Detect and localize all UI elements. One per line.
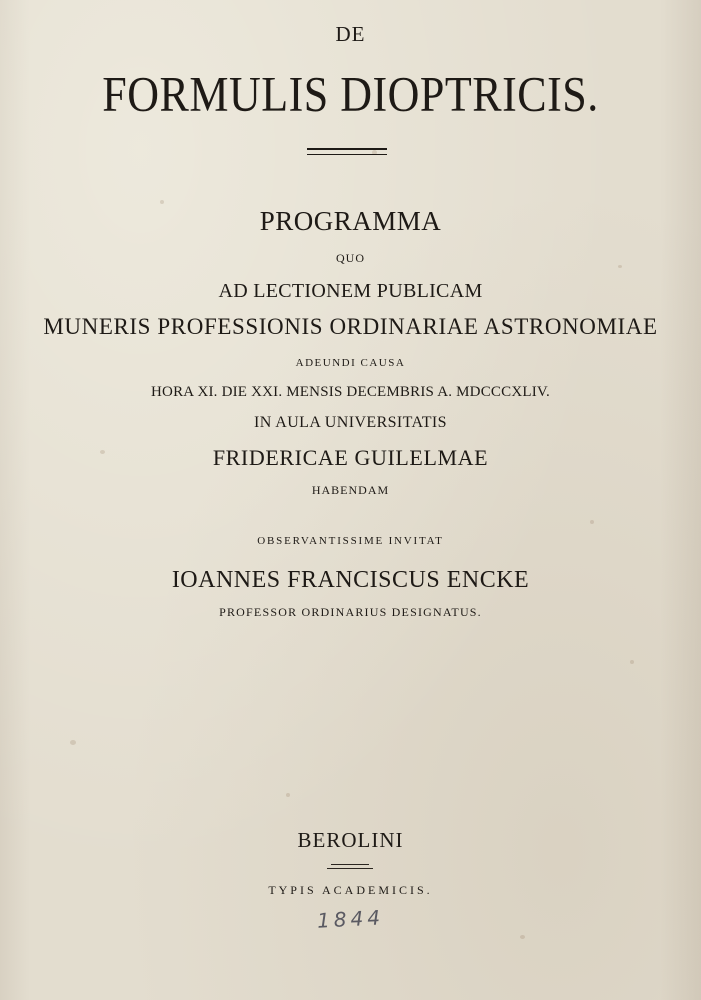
university-name: FRIDERICAE GUILELMAE <box>212 445 489 470</box>
foxing-spot <box>520 935 525 939</box>
author-title: PROFESSOR ORDINARIUS DESIGNATUS. <box>219 605 482 619</box>
habendam-text: HABENDAM <box>311 483 390 497</box>
foxing-spot <box>630 660 634 664</box>
programma-heading: PROGRAMMA <box>259 206 442 236</box>
main-title: FORMULIS DIOPTRICIS. <box>102 66 599 122</box>
foxing-spot <box>160 200 164 204</box>
pre-title: DE <box>335 22 366 46</box>
adeundi-text: ADEUNDI CAUSA <box>295 357 406 369</box>
author-name: IOANNES FRANCISCUS ENCKE <box>171 567 530 593</box>
handwritten-year: 1844 <box>316 905 385 933</box>
foxing-spot <box>70 740 76 745</box>
imprint-divider <box>331 864 369 865</box>
invitation-text: OBSERVANTISSIME INVITAT <box>257 535 444 547</box>
muneris-text: MUNERIS PROFESSIONIS ORDINARIAE ASTRONOMIAE <box>43 314 658 339</box>
date-text: HORA XI. DIE XXI. MENSIS DECEMBRIS A. MDCCCXLIV. <box>151 384 550 400</box>
title-divider <box>307 148 387 155</box>
ad-lectionem-text: AD LECTIONEM PUBLICAM <box>218 280 483 302</box>
imprint-place: BEROLINI <box>297 828 404 852</box>
imprint-divider <box>327 868 373 869</box>
foxing-spot <box>590 520 594 524</box>
foxing-spot <box>286 793 290 797</box>
aula-text: IN AULA UNIVERSITATIS <box>254 414 447 431</box>
foxing-spot <box>618 265 622 268</box>
quo-text: QUO <box>336 251 365 265</box>
imprint-printer: TYPIS ACADEMICIS. <box>268 883 433 897</box>
